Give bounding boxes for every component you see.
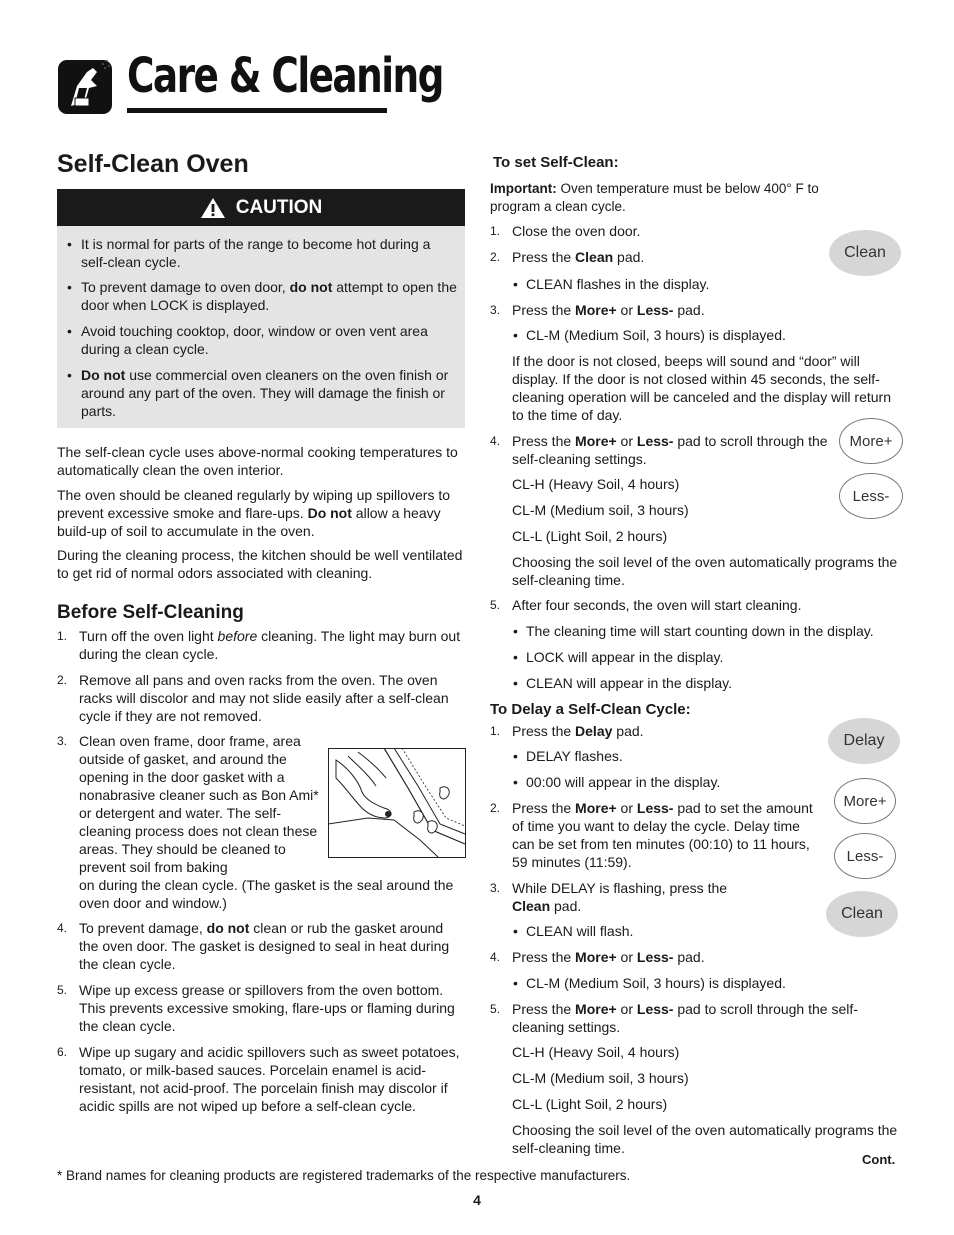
delay-bullet: • DELAY flashes.	[526, 747, 826, 765]
caution-label: CAUTION	[235, 196, 323, 218]
warning-icon	[200, 197, 226, 219]
gasket-cleaning-illustration	[328, 748, 466, 858]
care-cleaning-icon	[57, 58, 115, 116]
delay-step: 3. While DELAY is flashing, press the Clean pad.	[490, 880, 728, 914]
set-bullet: • CL-M (Medium Soil, 3 hours) is displayed.	[526, 326, 896, 344]
clean-pad: Clean	[829, 230, 901, 276]
intro-paragraph: The self-clean cycle uses above-normal cooking temperatures to automatically clean the oven interior.	[57, 444, 458, 478]
delay-bullet: • CLEAN will flash.	[526, 922, 826, 940]
soil-setting: CL-H (Heavy Soil, 4 hours)	[512, 1044, 680, 1060]
set-step: 2. Press the Clean pad.	[490, 249, 645, 265]
page-heading: Self-Clean Oven	[57, 150, 249, 178]
caution-banner	[57, 189, 465, 226]
set-bullet: • The cleaning time will start counting down in the display.	[526, 622, 906, 640]
set-heading: To set Self-Clean:	[493, 154, 619, 171]
soil-setting: CL-L (Light Soil, 2 hours)	[512, 528, 668, 544]
intro-paragraph: During the cleaning process, the kitchen should be well ventilated to get rid of normal odors associated with cleaning.	[57, 547, 463, 581]
set-note: Choosing the soil level of the oven automatically programs the self-cleaning time.	[512, 554, 898, 588]
delay-bullet: • 00:00 will appear in the display.	[526, 773, 826, 791]
delay-step: 1. Press the Delay pad.	[490, 723, 644, 739]
before-step: 6. Wipe up sugary and acidic spillovers such as sweet potatoes, tomato, or milk-based sauces. Porcelain enamel is acid-resistant, not acid-proof. The porcelain finish may discolor if acidic spills are not wiped up before a self-clean cycle.	[57, 1044, 460, 1114]
before-step: 2. Remove all pans and oven racks from the oven. The oven racks will discolor and may not slide easily after a self-clean cycle if they are not removed.	[57, 672, 449, 724]
before-step-continued: on during the clean cycle. (The gasket is the seal around the oven door and window.)	[79, 877, 454, 911]
caution-item: • Avoid touching cooktop, door, window or oven vent area during a clean cycle.	[81, 322, 457, 358]
delay-step: 4. Press the More+ or Less- pad.	[490, 949, 705, 965]
set-step: 1. Close the oven door.	[490, 223, 641, 239]
less-pad: Less-	[834, 833, 896, 879]
more-pad: More+	[834, 778, 896, 824]
before-step: 3. Clean oven frame, door frame, area outside of gasket, and around the opening in the door gasket with a nonabrasive cleaner such as Bon Ami* or detergent and water. The self-cleaning process does not clean these areas. They should be cleaned to prevent soil from baking	[57, 733, 319, 875]
delay-pad: Delay	[828, 718, 900, 764]
before-step: 4. To prevent damage, do not clean or rub the gasket around the oven door. The gasket is designed to seal in heat during the clean cycle.	[57, 920, 450, 972]
before-step: 5. Wipe up excess grease or spillovers from the oven bottom. This prevents excessive smoking, flare-ups or flaming during the clean cycle.	[57, 982, 455, 1034]
set-bullet: • CLEAN will appear in the display.	[526, 674, 896, 692]
caution-item: • To prevent damage to oven door, do not attempt to open the door when LOCK is displayed.	[81, 278, 457, 314]
caution-box	[57, 226, 465, 428]
set-bullet: • LOCK will appear in the display.	[526, 648, 896, 666]
delay-step: 2. Press the More+ or Less- pad to set the amount of time you want to delay the cycle. Delay time can be set from ten minutes (00:10) to 11 hours, 59 minutes (11:59).	[490, 800, 813, 870]
set-step: 3. Press the More+ or Less- pad.	[490, 302, 705, 318]
footnote: * Brand names for cleaning products are registered trademarks of the respective manufacturers.	[57, 1168, 631, 1183]
set-step: 4. Press the More+ or Less- pad to scroll through the self-cleaning settings.	[490, 433, 828, 467]
intro-paragraph: The oven should be cleaned regularly by wiping up spillovers to prevent excessive smoke and flare-ups. Do not allow a heavy build-up of soil to accumulate in the oven.	[57, 487, 451, 539]
before-heading: Before Self-Cleaning	[57, 602, 244, 623]
less-pad: Less-	[839, 473, 903, 519]
delay-step: 5. Press the More+ or Less- pad to scroll through the self-cleaning settings.	[490, 1001, 858, 1035]
delay-heading: To Delay a Self-Clean Cycle:	[490, 701, 691, 718]
set-note: If the door is not closed, beeps will sound and “door” will display. If the door is not closed within 45 seconds, the self-cleaning operation will be canceled and the display will return to the time of day.	[512, 353, 892, 423]
caution-item: • Do not use commercial oven cleaners on the oven finish or around any part of the oven. They will damage the finish or parts.	[81, 366, 457, 420]
soil-setting: CL-L (Light Soil, 2 hours)	[512, 1096, 668, 1112]
set-bullet: • CLEAN flashes in the display.	[526, 275, 826, 293]
caution-item: • It is normal for parts of the range to become hot during a self-clean cycle.	[81, 235, 457, 271]
more-pad: More+	[839, 418, 903, 464]
page-number: 4	[473, 1192, 481, 1208]
soil-setting: CL-H (Heavy Soil, 4 hours)	[512, 476, 680, 492]
important-note: Important: Oven temperature must be below 400° F to program a clean cycle.	[490, 181, 819, 214]
soil-setting: CL-M (Medium soil, 3 hours)	[512, 1070, 689, 1086]
delay-bullet: • CL-M (Medium Soil, 3 hours) is displayed.	[526, 974, 896, 992]
clean-pad: Clean	[826, 891, 898, 937]
soil-setting: CL-M (Medium soil, 3 hours)	[512, 502, 689, 518]
before-step: 1. Turn off the oven light before cleaning. The light may burn out during the clean cycle.	[57, 628, 461, 662]
title-underline	[127, 108, 387, 113]
delay-note: Choosing the soil level of the oven automatically programs the self-cleaning time.	[512, 1122, 898, 1156]
section-title: Care & Cleaning	[127, 48, 443, 104]
set-step: 5. After four seconds, the oven will start cleaning.	[490, 597, 802, 613]
continued-label: Cont.	[862, 1152, 896, 1167]
